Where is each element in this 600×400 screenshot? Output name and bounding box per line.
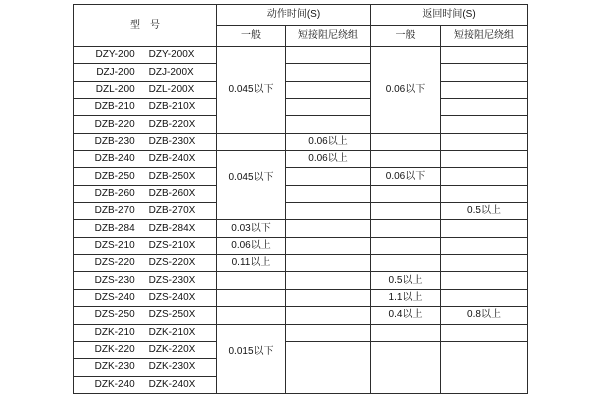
model-cell — [74, 237, 217, 254]
model-name: DZK-230 — [94, 361, 135, 373]
empty-cell — [371, 133, 441, 150]
model-name: DZB-230X — [148, 135, 196, 147]
action-general-value — [217, 151, 286, 220]
return-general-value: 0.06以下 — [371, 47, 441, 134]
table-row — [74, 203, 528, 220]
model-name: DZY-200 — [95, 49, 135, 61]
table-row — [74, 220, 528, 237]
empty-cell — [371, 324, 441, 341]
empty-cell — [217, 133, 286, 150]
model-name: DZB-260 — [94, 187, 135, 199]
table-row — [74, 255, 528, 272]
model-name: DZB-284 — [94, 222, 135, 234]
model-cell — [74, 133, 217, 150]
model-name: DZK-240X — [148, 378, 196, 390]
model-name: DZK-240 — [94, 378, 135, 390]
model-name: DZB-220X — [148, 118, 196, 130]
model-name: DZB-270 — [94, 205, 135, 217]
model-name: DZJ-200X — [148, 66, 194, 78]
empty-cell — [286, 237, 371, 254]
model-cell — [74, 289, 217, 306]
model-name: DZB-250 — [94, 170, 135, 182]
empty-cell — [371, 203, 441, 220]
col-header-action-damping: 短接阻尼绕组 — [286, 26, 371, 47]
empty-cell — [286, 203, 371, 220]
empty-cell — [441, 81, 528, 98]
model-name: DZS-220X — [148, 257, 196, 269]
empty-cell — [371, 341, 441, 393]
model-name: DZS-230X — [148, 274, 196, 286]
table-row — [74, 341, 528, 358]
empty-cell — [441, 237, 528, 254]
model-cell — [74, 307, 217, 324]
model-name: DZY-200X — [148, 49, 195, 61]
empty-cell — [286, 81, 371, 98]
empty-cell — [441, 255, 528, 272]
empty-cell — [441, 289, 528, 306]
model-name: DZL-200X — [148, 83, 195, 95]
empty-cell — [286, 220, 371, 237]
model-cell — [74, 203, 217, 220]
action-general-value: 0.11以上 — [217, 255, 286, 272]
model-name: DZS-220 — [94, 257, 135, 269]
table-row — [74, 237, 528, 254]
table-row — [74, 64, 528, 81]
table-row — [74, 47, 528, 64]
model-cell — [74, 376, 217, 393]
empty-cell — [441, 47, 528, 64]
empty-cell — [217, 272, 286, 289]
model-name: DZS-210 — [94, 239, 135, 251]
col-header-return-damping: 短接阻尼绕组 — [441, 26, 528, 47]
table-row — [74, 133, 528, 150]
model-name: DZK-220X — [148, 344, 196, 356]
table-row — [74, 272, 528, 289]
empty-cell — [286, 324, 371, 341]
model-name: DZK-210X — [148, 326, 196, 338]
col-header-action-time: 动作时间(S) — [217, 5, 371, 26]
empty-cell — [286, 116, 371, 133]
model-name: DZK-220 — [94, 344, 135, 356]
model-cell — [74, 151, 217, 168]
empty-cell — [286, 168, 371, 185]
model-name: DZB-260X — [148, 187, 196, 199]
model-cell — [74, 220, 217, 237]
empty-cell — [217, 289, 286, 306]
return-damping-value: 0.5以上 — [441, 203, 528, 220]
model-name: DZS-240X — [148, 291, 196, 303]
action-general-value — [217, 324, 286, 393]
empty-cell — [441, 220, 528, 237]
model-name: DZK-210 — [94, 326, 135, 338]
model-cell — [74, 341, 217, 358]
action-general-value: 0.03以下 — [217, 220, 286, 237]
empty-cell — [286, 47, 371, 64]
value-text: 0.045以下 — [228, 172, 274, 184]
model-name: DZB-210X — [148, 101, 196, 113]
table-row — [74, 289, 528, 306]
empty-cell — [286, 255, 371, 272]
model-cell — [74, 272, 217, 289]
model-name: DZB-250X — [148, 170, 196, 182]
empty-cell — [286, 341, 371, 393]
empty-cell — [441, 133, 528, 150]
empty-cell — [441, 324, 528, 341]
empty-cell — [286, 307, 371, 324]
model-cell — [74, 64, 217, 81]
empty-cell — [371, 220, 441, 237]
model-cell — [74, 255, 217, 272]
empty-cell — [371, 185, 441, 202]
empty-cell — [371, 255, 441, 272]
empty-cell — [286, 185, 371, 202]
col-header-model: 型 号 — [74, 5, 217, 47]
return-general-value: 0.4以上 — [371, 307, 441, 324]
model-cell — [74, 185, 217, 202]
model-name: DZS-240 — [94, 291, 135, 303]
model-name: DZS-230 — [94, 274, 135, 286]
model-cell — [74, 81, 217, 98]
empty-cell — [441, 341, 528, 393]
model-cell — [74, 116, 217, 133]
table-row — [74, 168, 528, 185]
empty-cell — [286, 99, 371, 116]
empty-cell — [441, 168, 528, 185]
model-name: DZB-220 — [94, 118, 135, 130]
model-name: DZB-284X — [148, 222, 196, 234]
return-damping-value: 0.8以上 — [441, 307, 528, 324]
model-name: DZJ-200 — [96, 66, 135, 78]
model-cell — [74, 47, 217, 64]
empty-cell — [441, 185, 528, 202]
model-name: DZK-230X — [148, 361, 196, 373]
empty-cell — [217, 307, 286, 324]
empty-cell — [286, 289, 371, 306]
model-name: DZS-250X — [148, 309, 196, 321]
empty-cell — [286, 64, 371, 81]
table-row — [74, 151, 528, 168]
model-name: DZS-250 — [94, 309, 135, 321]
empty-cell — [441, 151, 528, 168]
table-row — [74, 116, 528, 133]
model-name: DZB-270X — [148, 205, 196, 217]
action-general-value: 0.06以上 — [217, 237, 286, 254]
empty-cell — [441, 99, 528, 116]
value-text: 0.015以下 — [228, 345, 274, 357]
return-general-value: 0.5以上 — [371, 272, 441, 289]
return-general-value: 0.06以下 — [371, 168, 441, 185]
model-cell — [74, 168, 217, 185]
model-name: DZL-200 — [95, 83, 135, 95]
table-row — [74, 307, 528, 324]
return-general-value: 1.1以上 — [371, 289, 441, 306]
empty-cell — [441, 116, 528, 133]
model-name: DZB-230 — [94, 135, 135, 147]
col-header-action-general: 一般 — [217, 26, 286, 47]
empty-cell — [371, 151, 441, 168]
table-row — [74, 185, 528, 202]
model-name: DZS-210X — [148, 239, 196, 251]
model-cell — [74, 324, 217, 341]
action-damping-value: 0.06以上 — [286, 151, 371, 168]
model-cell — [74, 359, 217, 376]
table-row — [74, 81, 528, 98]
col-header-return-general: 一般 — [371, 26, 441, 47]
empty-cell — [371, 237, 441, 254]
model-name: DZB-210 — [94, 101, 135, 113]
empty-cell — [286, 272, 371, 289]
col-header-return-time: 返回时间(S) — [371, 5, 528, 26]
table-row — [74, 99, 528, 116]
action-damping-value: 0.06以上 — [286, 133, 371, 150]
empty-cell — [441, 272, 528, 289]
model-name: DZB-240X — [148, 153, 196, 165]
relay-spec-table — [73, 4, 528, 394]
model-cell — [74, 99, 217, 116]
action-general-value: 0.045以下 — [217, 47, 286, 134]
empty-cell — [441, 64, 528, 81]
model-name: DZB-240 — [94, 153, 135, 165]
table-row — [74, 324, 528, 341]
